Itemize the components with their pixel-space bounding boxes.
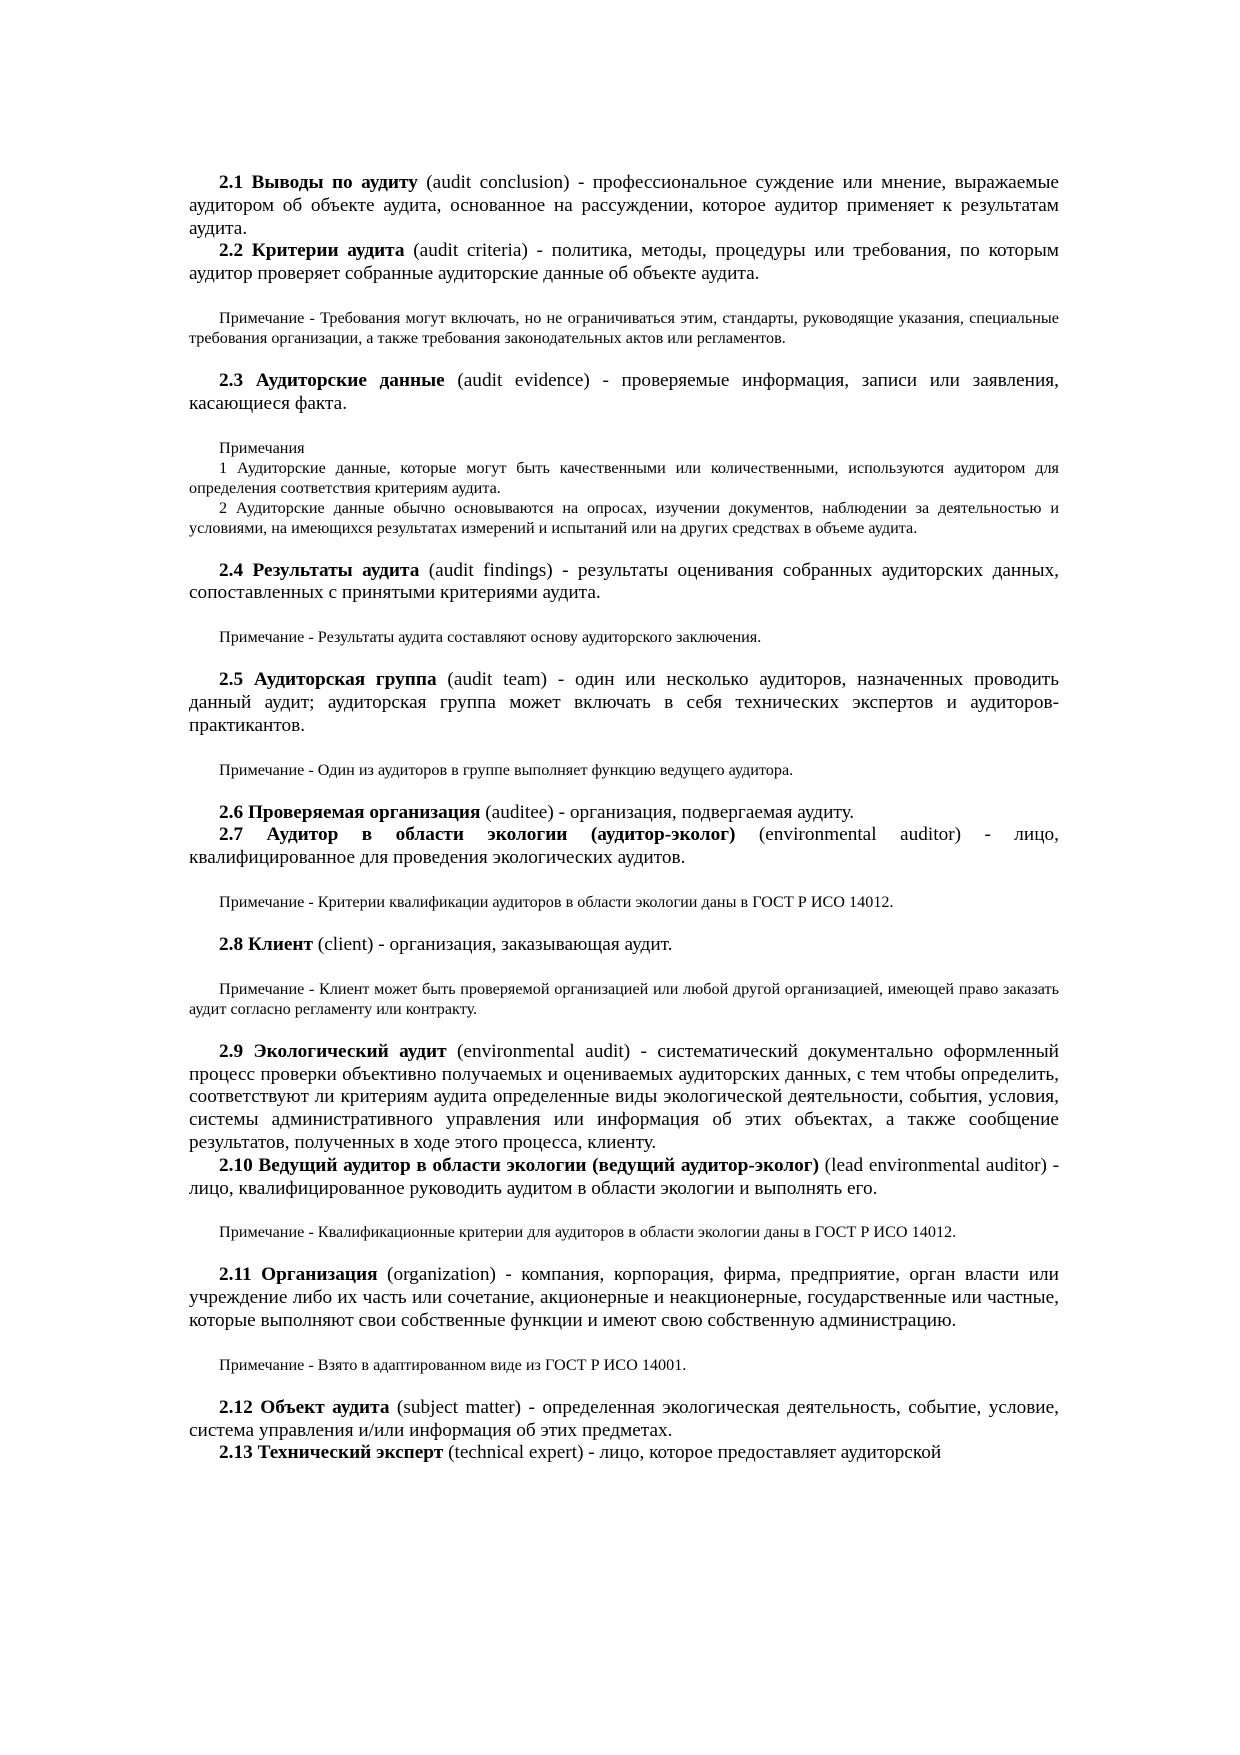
definition-2-10 (189, 1155, 1059, 1201)
note: Примечание - Результаты аудита составляют основу аудиторского заключения. (219, 628, 762, 647)
term-title: Технический эксперт (257, 1442, 444, 1464)
definition-text: (environmental auditor) - лицо, квалифицированное для проведения экологических аудитов. (189, 824, 1060, 869)
definition-text: (technical expert) - лицо, которое предоставляет аудиторской (443, 1442, 942, 1464)
definition-2-3 (189, 370, 1059, 416)
definition-2-4 (189, 560, 1059, 606)
term-number: 2.6 (219, 801, 244, 823)
note: Примечание - Требования могут включать, но не ограничиваться этим, стандарты, руководящие указания, специальные требования организации, а также требования законодательных актов или регламентов. (189, 308, 1059, 347)
term-title: Клиент (247, 933, 313, 955)
term-number: 2.5 (219, 669, 244, 691)
definition-text: (client) - организация, заказывающая аудит. (312, 933, 673, 955)
note: Примечание - Один из аудиторов в группе выполняет функцию ведущего аудитора. (219, 760, 794, 779)
document-body (189, 172, 1059, 1465)
term-number: 2.7 (219, 824, 244, 846)
term-number: 2.4 (219, 559, 244, 581)
definition-2-6 (189, 802, 1059, 825)
term-title: Объект аудита (260, 1396, 390, 1418)
term-number: 2.1 (219, 172, 244, 193)
note: Примечание - Квалификационные критерии для аудиторов в области экологии даны в ГОСТ Р ИСО 14012. (219, 1223, 957, 1242)
definition-text: (audit conclusion) - профессиональное суждение или мнение, выражаемые аудитором об объекте аудита, основанное на рассуждении, которое аудитор применяет к результатам аудита. (189, 172, 1059, 239)
term-title: Организация (261, 1264, 378, 1286)
term-title: Проверяемая организация (247, 801, 481, 823)
definition-2-9 (189, 1041, 1059, 1155)
definition-text: (auditee) - организация, подвергаемая аудиту. (480, 801, 855, 823)
term-title: Экологический аудит (253, 1040, 447, 1062)
note: Примечание - Клиент может быть проверяемой организацией или любой другой организацией, имеющей право заказать аудит согласно регламенту или контракту. (189, 979, 1059, 1018)
definition-2-11 (189, 1264, 1059, 1332)
term-title: Аудитор в области экологии (аудитор-эколог) (266, 824, 736, 846)
definition-text: (audit team) - один или несколько аудиторов, назначенных проводить данный аудит; аудиторская группа может включать в себя технических экспертов и аудиторов-практикантов. (189, 669, 1059, 736)
definition-text: (audit criteria) - политика, методы, процедуры или требования, по которым аудитор проверяет собранные аудиторские данные об объекте аудита. (189, 240, 1059, 285)
definition-text: (subject matter) - определенная экологическая деятельность, событие, условие, система управления и/или информация об этих предметах. (189, 1396, 1060, 1441)
term-number: 2.2 (219, 240, 244, 262)
definition-2-1 (189, 172, 1059, 240)
definition-2-8 (189, 934, 1059, 957)
term-number: 2.3 (219, 369, 244, 391)
term-title: Результаты аудита (252, 559, 420, 581)
term-title: Аудиторские данные (255, 369, 445, 391)
definition-2-7 (189, 824, 1059, 870)
term-number: 2.12 (219, 1396, 253, 1418)
definition-text: (lead environmental auditor) - лицо, квалифицированное руководить аудитом в области экологии и выполнять его. (189, 1154, 1060, 1199)
term-number: 2.11 (219, 1264, 252, 1286)
term-title: Аудиторская группа (253, 669, 437, 691)
definition-2-12 (189, 1397, 1059, 1443)
term-title: Выводы по аудиту (251, 172, 418, 193)
term-number: 2.10 (219, 1154, 253, 1176)
definition-text: (environmental audit) - систематический документально оформленный процесс проверки объективно получаемых и оцениваемых аудиторских данных, с тем чтобы определить, соответствуют ли критериям аудита определенные виды экологической деятельности, события, условия, системы административного управления или информация об этих объектах, а также сообщение результатов, полученных в ходе этого процесса, клиенту. (189, 1040, 1059, 1153)
term-title: Ведущий аудитор в области экологии (ведущий аудитор-эколог) (258, 1154, 819, 1176)
definition-text: (audit findings) - результаты оценивания собранных аудиторских данных, сопоставленных с принятыми критериями аудита. (189, 559, 1059, 604)
term-number: 2.8 (219, 933, 244, 955)
note-2: 2 Аудиторские данные обычно основываются на опросах, изучении документов, наблюдении за деятельностью и условиями, на имеющихся результатах измерений и испытаний или на других средствах в объеме аудита. (189, 498, 1059, 537)
notes-heading: Примечания (219, 438, 305, 457)
note: Примечание - Критерии квалификации аудиторов в области экологии даны в ГОСТ Р ИСО 14012. (219, 892, 894, 911)
definition-text: (organization) - компания, корпорация, фирма, предприятие, орган власти или учреждение либо их часть или сочетание, акционерные и неакционерные, государственные или частные, которые выполняют свои собственные функции и имеют свою собственную администрацию. (189, 1264, 1059, 1331)
note: Примечание - Взято в адаптированном виде из ГОСТ Р ИСО 14001. (219, 1355, 687, 1374)
term-number: 2.13 (219, 1442, 253, 1464)
definition-2-5 (189, 669, 1059, 737)
definition-text: (audit evidence) - проверяемые информация, записи или заявления, касающиеся факта. (189, 369, 1059, 414)
definition-2-13 (189, 1442, 1059, 1465)
definition-2-2 (189, 240, 1059, 286)
term-title: Критерии аудита (251, 240, 405, 262)
term-number: 2.9 (219, 1040, 244, 1062)
note-1: 1 Аудиторские данные, которые могут быть качественными или количественными, используются аудитором для определения соответствия критериям аудита. (189, 458, 1059, 497)
